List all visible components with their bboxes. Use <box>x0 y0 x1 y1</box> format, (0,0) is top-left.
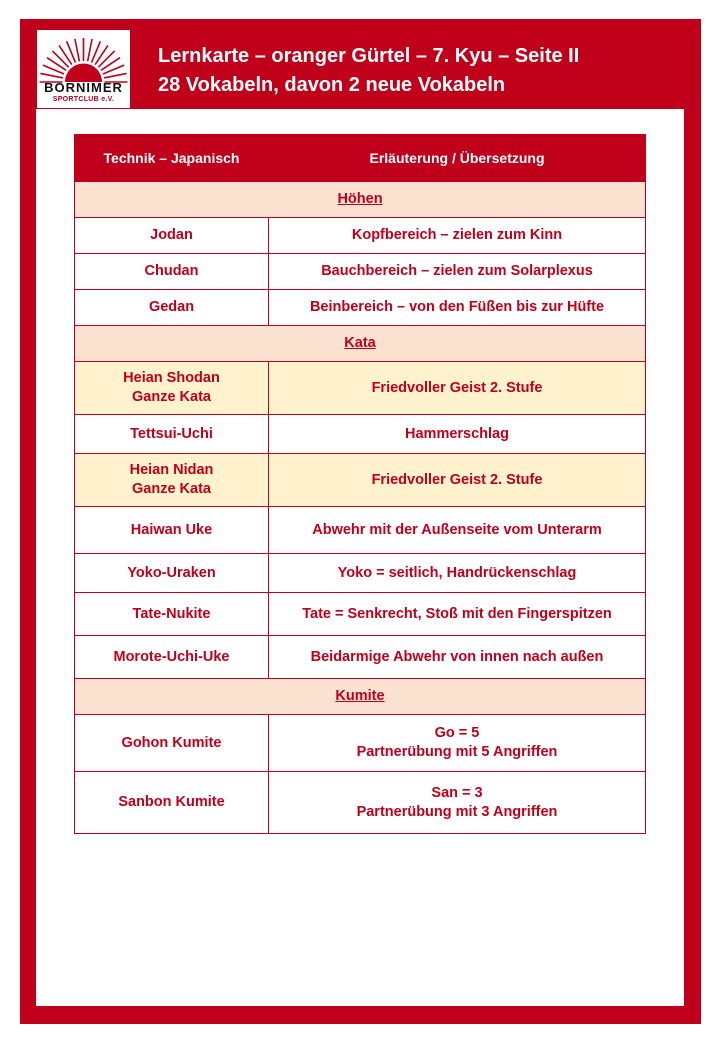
meaning-line: Go = 5 <box>434 725 480 741</box>
sun-ray <box>40 73 63 77</box>
term-cell: Yoko-Uraken <box>75 554 269 593</box>
table-row <box>75 715 646 772</box>
meaning-cell <box>269 715 646 772</box>
term-line: Ganze Kata <box>132 389 211 405</box>
table-row <box>75 554 646 593</box>
meaning-cell: Kopfbereich – zielen zum Kinn <box>269 218 646 254</box>
section-title: Höhen <box>75 182 646 218</box>
meaning-cell: Tate = Senkrecht, Stoß mit den Fingerspitzen <box>269 593 646 636</box>
term-cell: Chudan <box>75 254 269 290</box>
table-row <box>75 362 646 415</box>
meaning-cell: Beidarmige Abwehr von innen nach außen <box>269 636 646 679</box>
section-title: Kata <box>75 326 646 362</box>
section-row-kumite <box>75 679 646 715</box>
table-row <box>75 507 646 554</box>
term-cell: Tettsui-Uchi <box>75 415 269 454</box>
term-cell <box>75 362 269 415</box>
meaning-cell: Abwehr mit der Außenseite vom Unterarm <box>269 507 646 554</box>
term-line: Heian Nidan <box>129 462 214 478</box>
meaning-cell: Friedvoller Geist 2. Stufe <box>269 454 646 507</box>
meaning-line: San = 3 <box>431 784 483 801</box>
sun-ray <box>52 51 68 67</box>
title-line-1: Lernkarte – oranger Gürtel – 7. Kyu – Seite II <box>158 45 580 67</box>
meaning-cell <box>269 772 646 834</box>
table-header-row <box>75 135 646 182</box>
term-cell <box>75 454 269 507</box>
meaning-line: Partnerübung mit 5 Angriffen <box>356 744 558 760</box>
meaning-cell: Beinbereich – von den Füßen bis zur Hüfte <box>269 290 646 326</box>
meaning-line: Partnerübung mit 3 Angriffen <box>356 803 558 820</box>
column-header-meaning: Erläuterung / Übersetzung <box>269 135 646 182</box>
table-row <box>75 636 646 679</box>
vocabulary-table <box>74 134 646 834</box>
term-cell: Haiwan Uke <box>75 507 269 554</box>
title-line-2: 28 Vokabeln, davon 2 neue Vokabeln <box>158 74 506 96</box>
section-row-kata <box>75 326 646 362</box>
section-title: Kumite <box>75 679 646 715</box>
table-row <box>75 593 646 636</box>
club-logo <box>37 30 130 108</box>
table-row <box>75 772 646 834</box>
logo-name: BORNIMER <box>44 80 123 95</box>
table-row <box>75 218 646 254</box>
page-title <box>158 42 579 100</box>
table-row <box>75 415 646 454</box>
meaning-cell: Friedvoller Geist 2. Stufe <box>269 362 646 415</box>
meaning-cell: Bauchbereich – zielen zum Solarplexus <box>269 254 646 290</box>
meaning-cell: Hammerschlag <box>269 415 646 454</box>
term-cell: Sanbon Kumite <box>75 772 269 834</box>
column-header-term: Technik – Japanisch <box>75 135 269 182</box>
term-cell: Tate-Nukite <box>75 593 269 636</box>
logo-subtitle: SPORTCLUB e.V. <box>52 96 115 103</box>
table-row <box>75 254 646 290</box>
term-cell: Morote-Uchi-Uke <box>75 636 269 679</box>
meaning-cell: Yoko = seitlich, Handrückenschlag <box>269 554 646 593</box>
term-line: Ganze Kata <box>132 481 211 497</box>
sun-ray <box>75 39 79 62</box>
term-cell: Jodan <box>75 218 269 254</box>
sun-ray <box>98 51 114 67</box>
table-row <box>75 290 646 326</box>
term-line: Heian Shodan <box>123 370 220 386</box>
sun-ray <box>88 39 92 62</box>
term-cell: Gedan <box>75 290 269 326</box>
section-row-hoehen <box>75 182 646 218</box>
sun-ray <box>104 73 127 77</box>
table-row <box>75 454 646 507</box>
term-cell: Gohon Kumite <box>75 715 269 772</box>
